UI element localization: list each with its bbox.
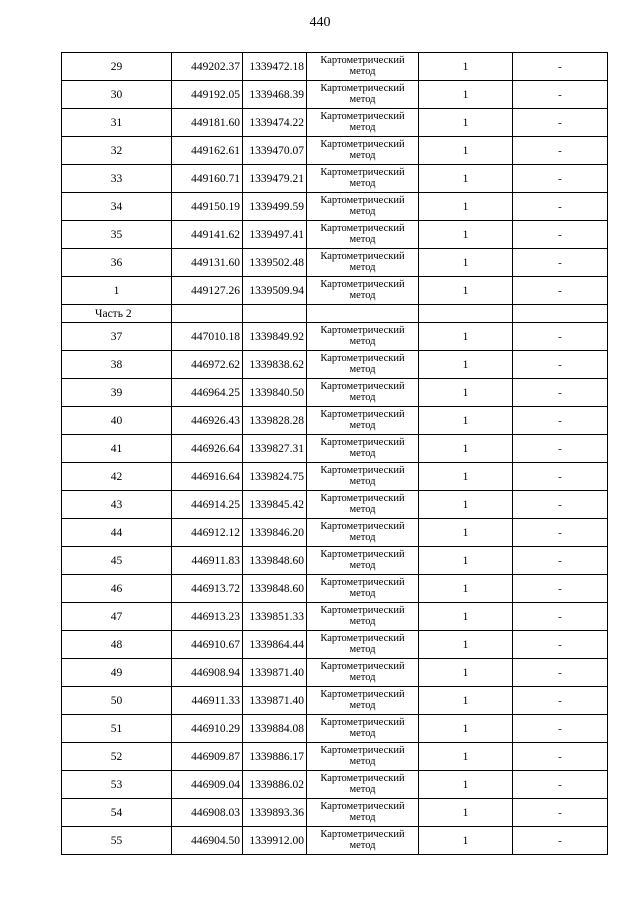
x-coordinate-cell: 449141.62 [172,221,243,249]
accuracy-cell: 1 [419,221,513,249]
point-number-cell: 44 [62,519,172,547]
page-number: 440 [309,15,331,30]
table-row [62,249,608,277]
note-cell: - [513,165,608,193]
note-cell: - [513,547,608,575]
note-cell: - [513,249,608,277]
method-line-2: метод [349,588,376,599]
method-line-1: Картометрический [320,139,405,150]
point-number-cell: 46 [62,575,172,603]
empty-cell [243,305,307,323]
point-number-cell: 43 [62,491,172,519]
method-cell [307,109,419,137]
note-cell: - [513,137,608,165]
point-number-cell: 55 [62,827,172,855]
method-line-2: метод [349,420,376,431]
method-line-2: метод [349,700,376,711]
method-cell [307,351,419,379]
x-coordinate-cell: 449160.71 [172,165,243,193]
note-cell: - [513,799,608,827]
table-row [62,687,608,715]
note-cell: - [513,351,608,379]
note-cell: - [513,463,608,491]
method-line-2: метод [349,178,376,189]
note-cell: - [513,491,608,519]
accuracy-cell: 1 [419,137,513,165]
table-row [62,351,608,379]
method-line-1: Картометрический [320,801,405,812]
method-line-2: метод [349,262,376,273]
method-cell [307,165,419,193]
note-cell: - [513,519,608,547]
x-coordinate-cell: 446914.25 [172,491,243,519]
method-line-2: метод [349,150,376,161]
x-coordinate-cell: 446912.12 [172,519,243,547]
table-row [62,659,608,687]
method-line-1: Картометрический [320,353,405,364]
point-number-cell: 29 [62,53,172,81]
method-line-2: метод [349,336,376,347]
y-coordinate-cell: 1339499.59 [243,193,307,221]
accuracy-cell: 1 [419,687,513,715]
table-row [62,603,608,631]
method-line-2: метод [349,728,376,739]
point-number-cell: 40 [62,407,172,435]
method-cell [307,631,419,659]
accuracy-cell: 1 [419,575,513,603]
method-cell [307,519,419,547]
accuracy-cell: 1 [419,771,513,799]
y-coordinate-cell: 1339846.20 [243,519,307,547]
table-body-part-1 [62,53,608,305]
point-number-cell: 49 [62,659,172,687]
x-coordinate-cell: 446911.33 [172,687,243,715]
method-line-1: Картометрический [320,689,405,700]
y-coordinate-cell: 1339864.44 [243,631,307,659]
method-line-2: метод [349,66,376,77]
y-coordinate-cell: 1339474.22 [243,109,307,137]
point-number-cell: 37 [62,323,172,351]
table-row [62,407,608,435]
method-line-1: Картометрический [320,325,405,336]
x-coordinate-cell: 446964.25 [172,379,243,407]
x-coordinate-cell: 446972.62 [172,351,243,379]
x-coordinate-cell: 446910.67 [172,631,243,659]
method-line-1: Картометрический [320,661,405,672]
y-coordinate-cell: 1339871.40 [243,687,307,715]
coordinates-table [61,52,608,855]
x-coordinate-cell: 447010.18 [172,323,243,351]
accuracy-cell: 1 [419,435,513,463]
method-line-1: Картометрический [320,83,405,94]
note-cell: - [513,221,608,249]
y-coordinate-cell: 1339827.31 [243,435,307,463]
method-line-2: метод [349,840,376,851]
accuracy-cell: 1 [419,827,513,855]
note-cell: - [513,631,608,659]
method-cell [307,491,419,519]
method-cell [307,379,419,407]
method-line-1: Картометрический [320,633,405,644]
table-row [62,631,608,659]
accuracy-cell: 1 [419,81,513,109]
method-line-2: метод [349,532,376,543]
note-cell: - [513,193,608,221]
method-line-1: Картометрический [320,717,405,728]
section-label: Часть 2 [62,305,172,323]
table-row [62,575,608,603]
note-cell: - [513,715,608,743]
y-coordinate-cell: 1339509.94 [243,277,307,305]
method-line-1: Картометрический [320,437,405,448]
method-cell [307,547,419,575]
point-number-cell: 39 [62,379,172,407]
y-coordinate-cell: 1339497.41 [243,221,307,249]
y-coordinate-cell: 1339479.21 [243,165,307,193]
method-line-1: Картометрический [320,605,405,616]
point-number-cell: 42 [62,463,172,491]
method-line-2: метод [349,672,376,683]
y-coordinate-cell: 1339824.75 [243,463,307,491]
method-line-1: Картометрический [320,251,405,262]
method-cell [307,743,419,771]
y-coordinate-cell: 1339470.07 [243,137,307,165]
accuracy-cell: 1 [419,659,513,687]
x-coordinate-cell: 446904.50 [172,827,243,855]
method-line-1: Картометрический [320,465,405,476]
point-number-cell: 50 [62,687,172,715]
method-cell [307,715,419,743]
method-line-1: Картометрический [320,279,405,290]
method-line-2: метод [349,234,376,245]
method-cell [307,137,419,165]
y-coordinate-cell: 1339893.36 [243,799,307,827]
method-cell [307,435,419,463]
x-coordinate-cell: 446911.83 [172,547,243,575]
method-line-2: метод [349,94,376,105]
accuracy-cell: 1 [419,715,513,743]
method-line-1: Картометрический [320,55,405,66]
y-coordinate-cell: 1339886.02 [243,771,307,799]
method-line-1: Картометрический [320,521,405,532]
method-line-1: Картометрический [320,223,405,234]
accuracy-cell: 1 [419,351,513,379]
x-coordinate-cell: 446910.29 [172,715,243,743]
table-row [62,379,608,407]
x-coordinate-cell: 446926.64 [172,435,243,463]
method-line-2: метод [349,364,376,375]
y-coordinate-cell: 1339871.40 [243,659,307,687]
note-cell: - [513,379,608,407]
x-coordinate-cell: 449202.37 [172,53,243,81]
method-cell [307,249,419,277]
accuracy-cell: 1 [419,109,513,137]
point-number-cell: 35 [62,221,172,249]
note-cell: - [513,827,608,855]
method-line-1: Картометрический [320,577,405,588]
method-line-1: Картометрический [320,195,405,206]
x-coordinate-cell: 449127.26 [172,277,243,305]
table-row [62,137,608,165]
point-number-cell: 48 [62,631,172,659]
method-line-2: метод [349,206,376,217]
method-cell [307,277,419,305]
x-coordinate-cell: 446926.43 [172,407,243,435]
accuracy-cell: 1 [419,631,513,659]
method-line-2: метод [349,448,376,459]
method-cell [307,323,419,351]
method-line-1: Картометрический [320,381,405,392]
method-cell [307,603,419,631]
table-section-header [62,305,608,323]
method-line-2: метод [349,784,376,795]
note-cell: - [513,407,608,435]
point-number-cell: 41 [62,435,172,463]
table-row [62,491,608,519]
table-row [62,827,608,855]
point-number-cell: 36 [62,249,172,277]
note-cell: - [513,771,608,799]
table-row [62,771,608,799]
point-number-cell: 31 [62,109,172,137]
method-line-2: метод [349,392,376,403]
y-coordinate-cell: 1339472.18 [243,53,307,81]
y-coordinate-cell: 1339849.92 [243,323,307,351]
x-coordinate-cell: 446913.23 [172,603,243,631]
y-coordinate-cell: 1339840.50 [243,379,307,407]
point-number-cell: 54 [62,799,172,827]
table-row [62,799,608,827]
accuracy-cell: 1 [419,323,513,351]
method-line-2: метод [349,560,376,571]
method-cell [307,771,419,799]
x-coordinate-cell: 449150.19 [172,193,243,221]
method-line-1: Картометрический [320,829,405,840]
table-row [62,193,608,221]
x-coordinate-cell: 446909.87 [172,743,243,771]
point-number-cell: 30 [62,81,172,109]
accuracy-cell: 1 [419,463,513,491]
method-line-2: метод [349,476,376,487]
method-cell [307,81,419,109]
note-cell: - [513,435,608,463]
x-coordinate-cell: 446908.03 [172,799,243,827]
point-number-cell: 47 [62,603,172,631]
empty-cell [419,305,513,323]
empty-cell [172,305,243,323]
table-body-part-2 [62,323,608,855]
y-coordinate-cell: 1339886.17 [243,743,307,771]
note-cell: - [513,687,608,715]
x-coordinate-cell: 446913.72 [172,575,243,603]
method-cell [307,463,419,491]
point-number-cell: 33 [62,165,172,193]
method-line-2: метод [349,504,376,515]
method-cell [307,53,419,81]
table-row [62,53,608,81]
x-coordinate-cell: 449181.60 [172,109,243,137]
y-coordinate-cell: 1339884.08 [243,715,307,743]
table-row [62,463,608,491]
y-coordinate-cell: 1339838.62 [243,351,307,379]
point-number-cell: 1 [62,277,172,305]
x-coordinate-cell: 446909.04 [172,771,243,799]
note-cell: - [513,109,608,137]
accuracy-cell: 1 [419,53,513,81]
note-cell: - [513,603,608,631]
table-row [62,547,608,575]
accuracy-cell: 1 [419,519,513,547]
method-cell [307,687,419,715]
method-cell [307,659,419,687]
table-row [62,519,608,547]
empty-cell [307,305,419,323]
table-row [62,277,608,305]
y-coordinate-cell: 1339851.33 [243,603,307,631]
table-row [62,743,608,771]
method-line-2: метод [349,812,376,823]
table-row [62,109,608,137]
note-cell: - [513,277,608,305]
empty-cell [513,305,608,323]
method-cell [307,799,419,827]
accuracy-cell: 1 [419,799,513,827]
point-number-cell: 52 [62,743,172,771]
y-coordinate-cell: 1339848.60 [243,547,307,575]
method-cell [307,827,419,855]
accuracy-cell: 1 [419,547,513,575]
method-line-1: Картометрический [320,745,405,756]
method-line-1: Картометрический [320,409,405,420]
method-line-1: Картометрический [320,493,405,504]
method-line-2: метод [349,644,376,655]
y-coordinate-cell: 1339912.00 [243,827,307,855]
table-row [62,81,608,109]
table-row [62,715,608,743]
note-cell: - [513,323,608,351]
accuracy-cell: 1 [419,193,513,221]
accuracy-cell: 1 [419,491,513,519]
table-row [62,323,608,351]
point-number-cell: 51 [62,715,172,743]
note-cell: - [513,53,608,81]
point-number-cell: 32 [62,137,172,165]
method-line-1: Картометрический [320,111,405,122]
method-line-2: метод [349,756,376,767]
x-coordinate-cell: 449192.05 [172,81,243,109]
x-coordinate-cell: 446908.94 [172,659,243,687]
method-line-2: метод [349,616,376,627]
accuracy-cell: 1 [419,407,513,435]
note-cell: - [513,659,608,687]
accuracy-cell: 1 [419,603,513,631]
method-line-1: Картометрический [320,773,405,784]
note-cell: - [513,743,608,771]
accuracy-cell: 1 [419,165,513,193]
x-coordinate-cell: 449162.61 [172,137,243,165]
point-number-cell: 53 [62,771,172,799]
point-number-cell: 34 [62,193,172,221]
x-coordinate-cell: 446916.64 [172,463,243,491]
y-coordinate-cell: 1339502.48 [243,249,307,277]
method-cell [307,193,419,221]
y-coordinate-cell: 1339828.28 [243,407,307,435]
point-number-cell: 45 [62,547,172,575]
y-coordinate-cell: 1339848.60 [243,575,307,603]
x-coordinate-cell: 449131.60 [172,249,243,277]
note-cell: - [513,81,608,109]
table-row [62,165,608,193]
accuracy-cell: 1 [419,249,513,277]
method-cell [307,575,419,603]
table-row [62,221,608,249]
accuracy-cell: 1 [419,379,513,407]
table-row [62,435,608,463]
note-cell: - [513,575,608,603]
method-line-2: метод [349,122,376,133]
y-coordinate-cell: 1339845.42 [243,491,307,519]
method-cell [307,221,419,249]
accuracy-cell: 1 [419,277,513,305]
method-line-2: метод [349,290,376,301]
method-cell [307,407,419,435]
point-number-cell: 38 [62,351,172,379]
section-row [62,305,608,323]
y-coordinate-cell: 1339468.39 [243,81,307,109]
method-line-1: Картометрический [320,549,405,560]
method-line-1: Картометрический [320,167,405,178]
accuracy-cell: 1 [419,743,513,771]
